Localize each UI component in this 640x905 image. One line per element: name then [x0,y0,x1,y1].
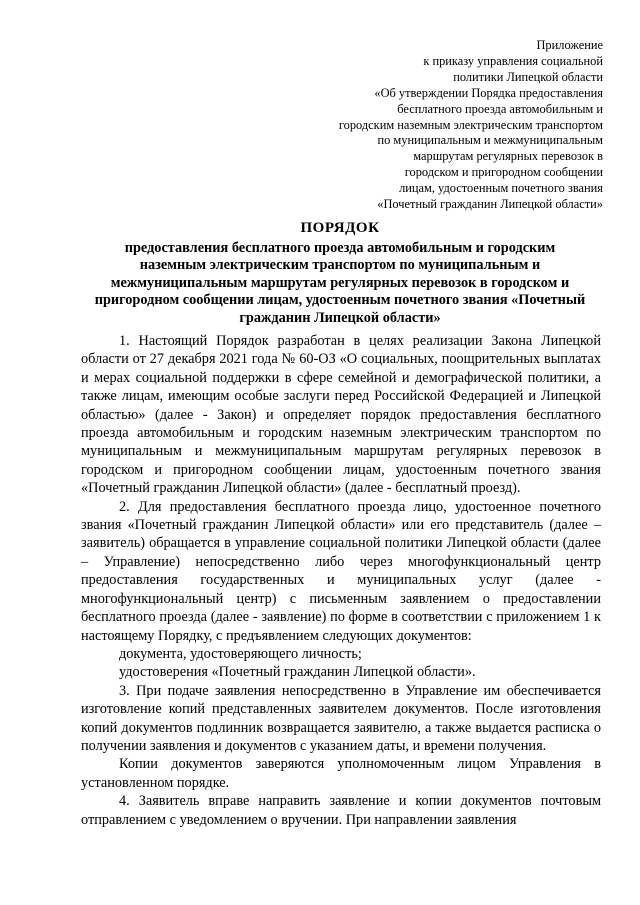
paragraph-3-copies: Копии документов заверяются уполномоченным лицом Управления в установленном порядке. [81,756,601,791]
appendix-line: маршрутам регулярных перевозок в [413,149,603,164]
appendix-line: городским наземным электрическим транспортом [338,117,603,132]
document-title: ПОРЯДОК [300,220,380,236]
paragraph-4: 4. Заявитель вправе направить заявление и копии документов почтовым отправлением с уведомлением о вручении. При направлении заявления [81,793,601,828]
appendix-line: городском и пригородном сообщении [404,165,603,180]
appendix-line: «Об утверждении Порядка предоставления [374,85,603,100]
subtitle-line: гражданин Липецкой области» [239,309,441,326]
appendix-line: Приложение [536,38,603,52]
subtitle-line: межмуниципальным маршрутам регулярных перевозок в городском и [110,274,570,291]
appendix-header [303,38,603,213]
appendix-line: бесплатного проезда автомобильным и [397,101,603,116]
document-item-certificate: удостоверения «Почетный гражданин Липецкой области». [119,664,476,681]
subtitle-line: предоставления бесплатного проезда автомобильным и городским [124,240,556,256]
document-item-identity: документа, удостоверяющего личность; [119,645,362,662]
appendix-line: по муниципальным и межмуниципальным [377,133,603,148]
appendix-line: политики Липецкой области [453,69,603,84]
paragraph-3: 3. При подаче заявления непосредственно в Управление им обеспечивается изготовление копий представленных заявителем документов. После изготовления копий документов подлинник возвращается заявителю, а также выдается расписка о получении заявления и документов с указанием даты, и времени получения. [81,682,601,754]
document-subtitle [80,240,600,327]
paragraph-1: 1. Настоящий Порядок разработан в целях реализации Закона Липецкой области от 27 декабря 2021 года № 60-ОЗ «О социальных, поощрительных выплатах и мерах социальной поддержки в сфере семейной и демографической политики, а также лицам, имеющим особые заслуги перед Российской Федерацией и Липецкой областью» (далее - Закон) и определяет порядок предоставления бесплатного проезда автомобильным и городским наземным электрическим транспортом по муниципальным и межмуниципальным маршрутам регулярных перевозок в городском и пригородном сообщении лицам, удостоенным почетного звания «Почетный гражданин Липецкой области» (далее - бесплатный проезд). [81,333,601,497]
appendix-line: лицам, удостоенным почетного звания [399,181,603,196]
title-block [80,219,600,327]
subtitle-line: наземным электрическим транспортом по муниципальным и [139,257,541,274]
document-body [81,332,601,829]
subtitle-line: пригородном сообщении лицам, удостоенным почетного звания «Почетный [94,292,586,309]
appendix-line: к приказу управления социальной [423,53,603,68]
paragraph-2: 2. Для предоставления бесплатного проезда лицо, удостоенное почетного звания «Почетный гражданин Липецкой области» или его представитель (далее – заявитель) обращается в управление социальной политики Липецкой области (далее – Управление) непосредственно либо через многофункциональный центр предоставления государственных и муниципальных услуг (далее - многофункциональный центр) с письменным заявлением о предоставлении бесплатного проезда (далее - заявление) по форме в соответствии с приложением 1 к настоящему Порядку, с предъявлением следующих документов: [81,498,601,644]
appendix-line: «Почетный гражданин Липецкой области» [377,197,603,212]
